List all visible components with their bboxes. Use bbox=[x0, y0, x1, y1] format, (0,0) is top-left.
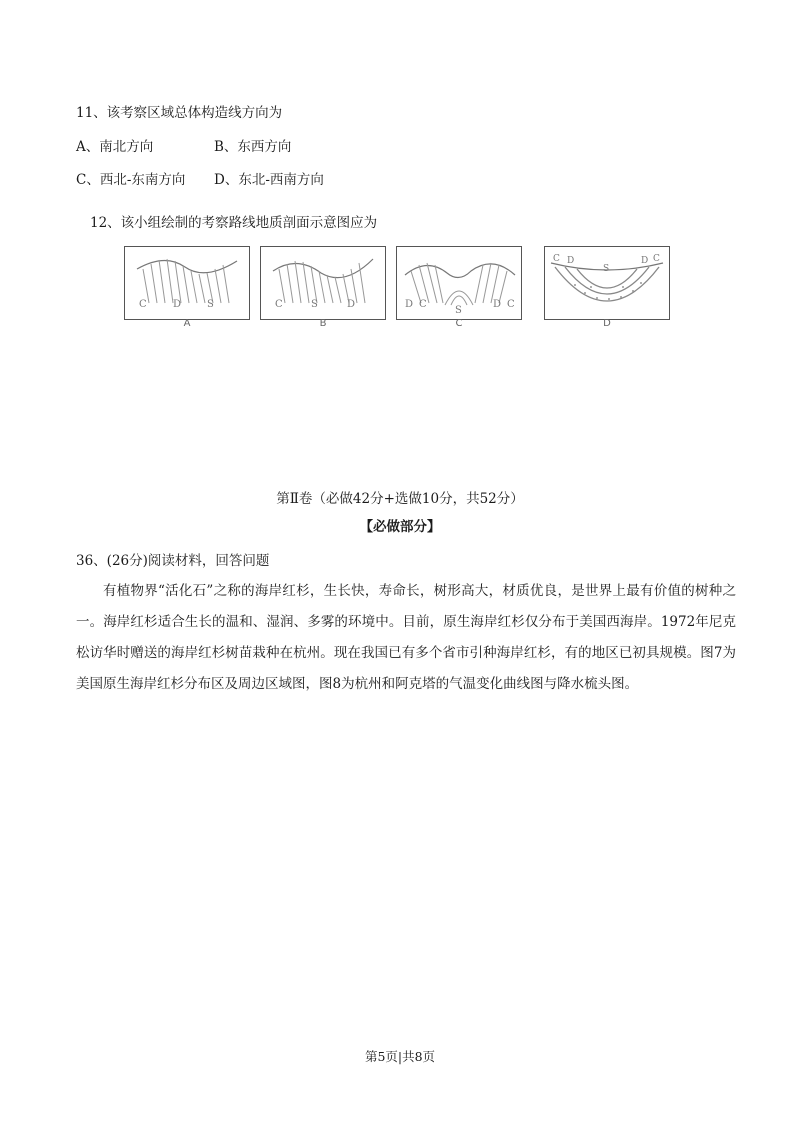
section-title: 第Ⅱ卷（必做42分+选做10分，共52分） bbox=[276, 491, 524, 507]
q11-stem: 11、该考察区域总体构造线方向为 bbox=[76, 105, 283, 121]
section-subtitle: 【必做部分】 bbox=[359, 519, 441, 535]
diagram-b-letter-2: S bbox=[311, 299, 318, 310]
diagram-b-letter-1: C bbox=[275, 299, 283, 310]
page-number: 第5页|共8页 bbox=[364, 1049, 436, 1064]
diagram-d-label: D bbox=[603, 318, 611, 329]
q36-stem: 36、(26分)阅读材料，回答问题 bbox=[76, 553, 270, 569]
diagram-c-letter-1: D bbox=[405, 299, 414, 310]
diagram-c bbox=[396, 246, 522, 320]
diagram-a-label: A bbox=[183, 318, 191, 329]
diagram-c-label: C bbox=[455, 318, 463, 329]
q12-stem: 12、该小组绘制的考察路线地质剖面示意图应为 bbox=[90, 215, 378, 231]
diagram-a bbox=[124, 246, 250, 320]
diagram-d-letter-5: C bbox=[653, 254, 660, 264]
q11-option-b: B、东西方向 bbox=[214, 139, 292, 155]
diagram-d-letter-3: S bbox=[603, 264, 610, 274]
diagram-a-letter-2: D bbox=[173, 299, 182, 310]
diagram-a-letter-3: S bbox=[207, 299, 214, 310]
q11-option-a: A、南北方向 bbox=[76, 139, 154, 155]
diagram-d-letter-1: C bbox=[553, 254, 560, 264]
q11-option-d: D、东北-西南方向 bbox=[214, 172, 324, 188]
diagram-c-letter-2: C bbox=[419, 299, 427, 310]
q11-option-c: C、西北-东南方向 bbox=[76, 172, 186, 188]
diagram-d-letter-4: D bbox=[641, 256, 649, 266]
diagram-b-letter-3: D bbox=[347, 299, 356, 310]
diagram-c-letter-5: C bbox=[507, 299, 515, 310]
diagram-d bbox=[544, 246, 670, 320]
diagram-d-letter-2: D bbox=[567, 256, 575, 266]
q36-paragraph: 有植物界“活化石”之称的海岸红杉，生长快，寿命长，树形高大，材质优良，是世界上最有价值的树种之一。海岸红杉适合生长的温和、湿润、多雾的环境中。目前，原生海岸红杉仅分布于美国西海岸。1972年尼克松访华时赠送的海岸红杉树苗栽种在杭州。现在我国已有多个省市引种海岸红杉，有的地区已初具规模。图7为美国原生海岸红杉分布区及周边区域图，图8为杭州和阿克塔的气温变化曲线图与降水梳头图。 bbox=[76, 583, 736, 692]
diagram-b bbox=[260, 246, 386, 320]
diagram-c-letter-3: S bbox=[455, 305, 462, 316]
diagram-b-label: B bbox=[319, 318, 327, 329]
diagram-c-letter-4: D bbox=[493, 299, 502, 310]
diagram-a-letter-1: C bbox=[139, 299, 147, 310]
